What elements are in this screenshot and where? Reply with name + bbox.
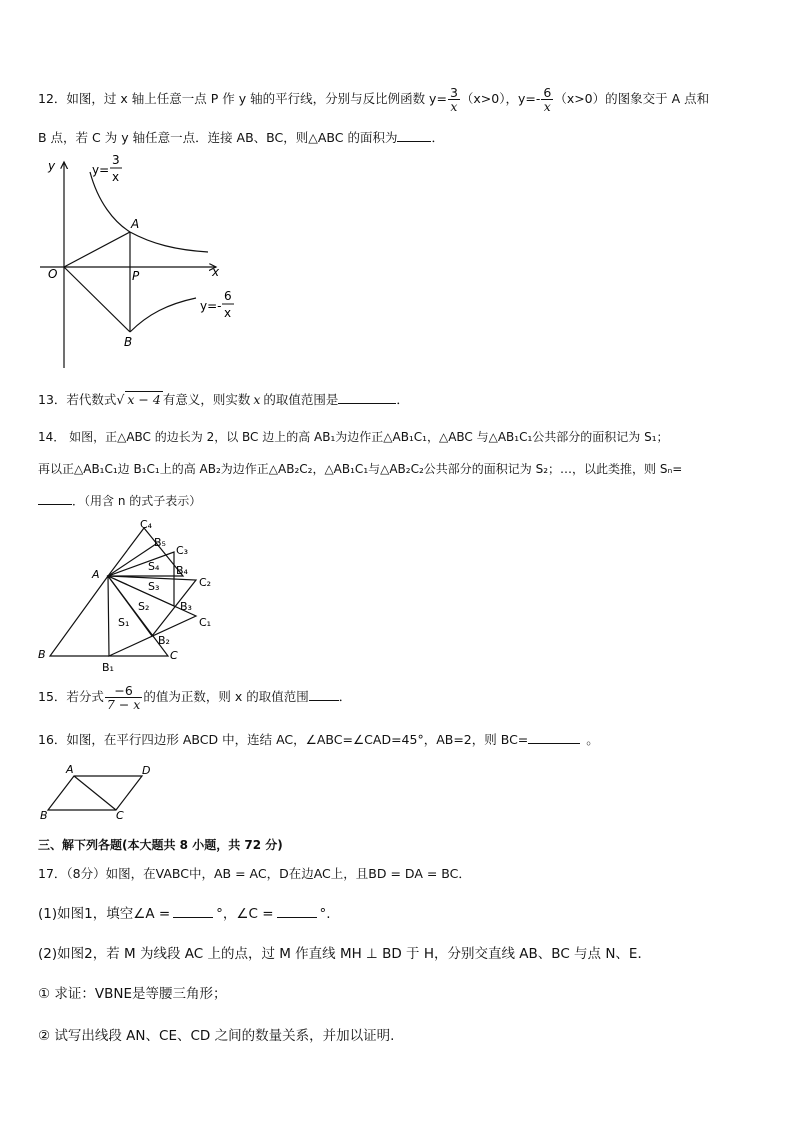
q13-radicand: x − 4: [127, 392, 161, 407]
q17-blank-angle-c[interactable]: [277, 905, 317, 918]
q14-number: 14: [38, 430, 54, 444]
q14-label-c4: C₄: [140, 518, 153, 531]
q17-part1-mid: °，∠C =: [216, 906, 274, 922]
q15-number: 15: [38, 689, 54, 704]
q17-part1-text: (1)如图1，填空∠A =: [38, 906, 171, 922]
q13-var: x: [253, 392, 261, 407]
q16-label-c: C: [116, 809, 124, 822]
q14-figure: [36, 518, 216, 676]
q14-line3: [38, 492, 201, 509]
q14-label-c3: C₃: [176, 544, 189, 557]
q12-label-y: y: [48, 159, 56, 173]
q12-label-o: O: [48, 267, 58, 281]
q13-end: ．: [396, 392, 409, 407]
q12-segment-oa: [64, 232, 130, 267]
q14-label-b5: B₅: [154, 536, 166, 549]
q12-curve2-num: 6: [224, 289, 232, 303]
q14-label-b: B: [38, 648, 46, 661]
q12-curve1-prefix: y=: [92, 163, 110, 177]
q15-text-b: 的值为正数，则 x 的取值范围: [143, 689, 309, 704]
q14-line2-text: 再以正△AB₁C₁边 B₁C₁上的高 AB₂为边作正△AB₂C₂，△AB₁C₁与△AB₂C₂公共部分的面积记为 S₂；…，以此类推，则 Sₙ=: [38, 462, 683, 476]
q15-end: ．: [338, 689, 352, 704]
q15-frac-num: −6: [105, 684, 142, 698]
q14-label-b4: B₄: [176, 564, 188, 577]
q12-label-x: x: [212, 265, 220, 279]
q14-label-c2: C₂: [199, 576, 212, 589]
q12-curve-3-over-x: [90, 172, 208, 252]
q16-figure: [36, 762, 160, 822]
q14-label-s4: S₄: [148, 560, 160, 573]
q14-label-b3: B₃: [180, 600, 192, 613]
q12-line1: [38, 86, 709, 113]
q12-segment-ob: [64, 267, 130, 332]
q13-answer-blank[interactable]: [338, 391, 396, 404]
q16-end: 。: [586, 732, 599, 747]
q15-answer-blank[interactable]: [309, 688, 339, 701]
q12-fraction-2: [541, 86, 553, 113]
q12-answer-blank[interactable]: [397, 129, 431, 142]
q16-text: ．如图，在平行四边形 ABCD 中，连结 AC，∠ABC=∠CAD=45°，AB=2，则 BC=: [53, 732, 529, 747]
q12-label-a: A: [131, 217, 140, 231]
q16-number: 16: [38, 732, 54, 747]
q12-line2-text: B 点，若 C 为 y 轴任意一点．连接 AB、BC，则△ABC 的面积为: [38, 130, 398, 145]
q12-line2: [38, 128, 444, 146]
q12-frac2-den: x: [543, 99, 551, 114]
q12-frac1-den: x: [450, 99, 458, 114]
q12-text-a: ．如图，过 x 轴上任意一点 P 作 y 轴的平行线，分别与反比例函数 y=: [53, 91, 447, 106]
q12-curve1-den: x: [112, 170, 120, 184]
q12-curve-neg6-over-x: [130, 298, 196, 332]
q12-curve2-den: x: [224, 306, 232, 320]
q12-curve2-prefix: y=-: [200, 299, 222, 313]
q15-line: [38, 684, 351, 711]
q12-frac2-num: 6: [543, 85, 552, 100]
q13-text-c: 的取值范围是: [263, 392, 339, 407]
q13-number: 13: [38, 392, 54, 407]
q12-number: 12: [38, 91, 54, 106]
q14-label-c: C: [170, 649, 178, 662]
q17-sub2: ② 试写出线段 AN、CE、CD 之间的数量关系，并加以证明.: [38, 1028, 395, 1044]
q16-line: [38, 730, 599, 748]
q12-curve1-num: 3: [112, 154, 120, 167]
section3-heading: 三、解下列各题(本大题共 8 小题，共 72 分): [38, 838, 283, 852]
q14-label-s3: S₃: [148, 580, 160, 593]
q14-label-c1: C₁: [199, 616, 212, 629]
q12-fraction-1: [448, 86, 460, 113]
q16-diagonal-ac: [74, 776, 116, 810]
q16-label-d: D: [142, 764, 151, 777]
q12-frac1-num: 3: [449, 85, 458, 100]
q12-figure: [36, 154, 246, 372]
q13-line: [38, 390, 409, 408]
q14-line1-text: ． 如图，正△ABC 的边长为 2，以 BC 边上的高 AB₁为边作正△AB₁C₁，△ABC 与△AB₁C₁公共部分的面积记为 S₁；: [53, 430, 669, 444]
q17-number: 17: [38, 866, 54, 881]
q12-label-p: P: [132, 269, 140, 283]
q14-label-b1: B₁: [102, 661, 114, 674]
q14-line1: [38, 428, 669, 445]
q13-radical-sign: √: [116, 392, 125, 407]
q13-text-b: 有意义，则实数: [162, 392, 251, 407]
q17-intro: [38, 864, 471, 882]
q15-text-a: ．若分式: [53, 689, 104, 704]
q17-blank-angle-a[interactable]: [173, 905, 213, 918]
q15-frac-den: 7 − x: [106, 697, 141, 712]
q15-fraction: [105, 684, 142, 711]
q14-line2: [38, 460, 682, 477]
q17-part1: [38, 902, 331, 922]
q17-sub1: ① 求证：VBNE是等腰三角形；: [38, 986, 227, 1002]
q12-text-b: （x>0）的图象交于 A 点和: [554, 91, 710, 106]
q16-answer-blank[interactable]: [528, 731, 580, 744]
q17-part1-end: °.: [319, 906, 331, 922]
q14-label-s1: S₁: [118, 616, 130, 629]
q16-label-b: B: [40, 809, 48, 822]
q14-answer-blank[interactable]: [38, 492, 72, 505]
q13-text-a: ．若代数式: [53, 392, 117, 407]
q12-label-b: B: [124, 335, 133, 349]
q14-label-a: A: [92, 568, 100, 581]
q14-label-b2: B₂: [158, 634, 170, 647]
q17-part2: (2)如图2，若 M 为线段 AC 上的点，过 M 作直线 MH ⊥ BD 于 H，分别交直线 AB、BC 与点 N、E．: [38, 946, 651, 962]
q14-label-s2: S₂: [138, 600, 150, 613]
q14-line3-text: ．（用含 n 的式子表示）: [72, 494, 202, 508]
q12-cond1: （x>0），y=-: [460, 91, 541, 106]
q12-end: ．: [431, 130, 444, 145]
q16-label-a: A: [66, 763, 74, 776]
q17-intro-text: ．（8分）如图，在VABC中，AB = AC，D在边AC上，且BD = DA = BC．: [53, 866, 471, 881]
